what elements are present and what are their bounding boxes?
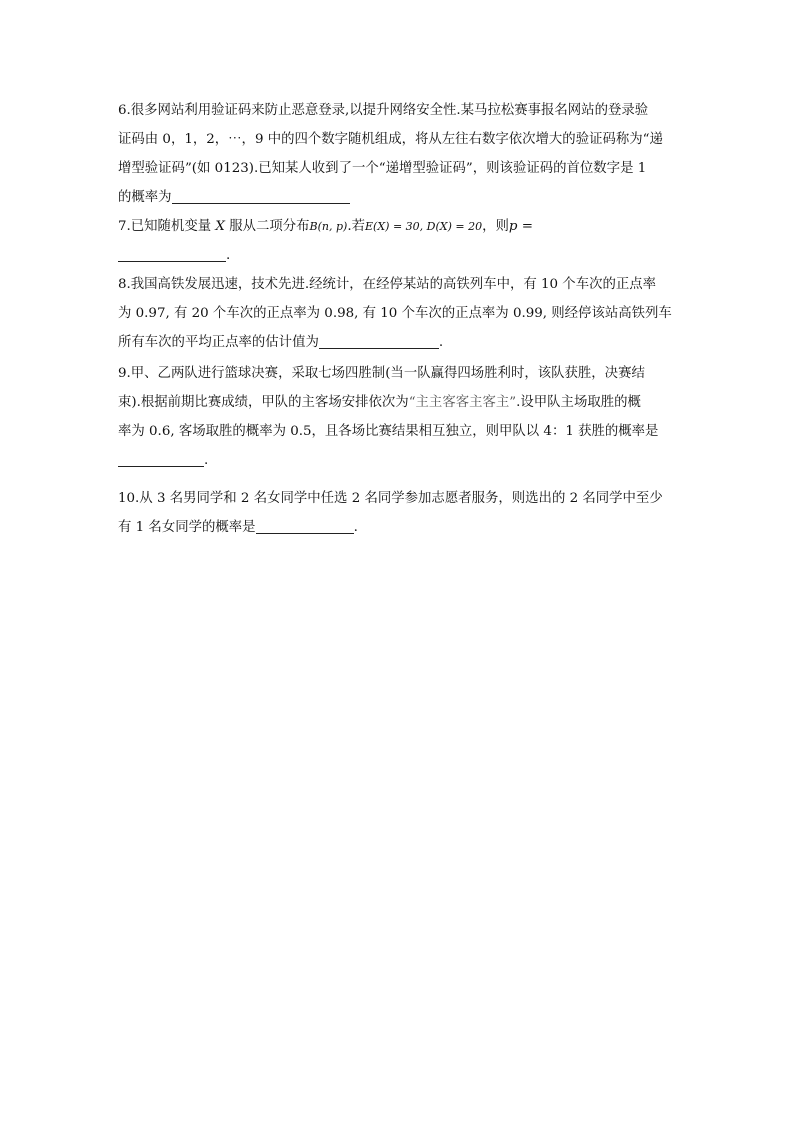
- q8-line-3: 所有车次的平均正点率的估计值为 .: [118, 328, 678, 357]
- question-8: [118, 270, 678, 357]
- q8-line-1: 8.我国高铁发展迅速，技术先进.经统计，在经停某站的高铁列车中，有 10 个车次的正点率: [118, 277, 657, 292]
- answer-blank-7[interactable]: [118, 245, 226, 262]
- answer-blank-9[interactable]: [118, 450, 204, 467]
- q10-line-1: 10.从 3 名男同学和 2 名女同学中任选 2 名同学参加志愿者服务，则选出的 2 名同学中至少: [118, 491, 663, 506]
- math-condition: E(X) = 30, D(X) = 20: [365, 220, 483, 233]
- q6-line-3: 增型验证码”(如 0123).已知某人收到了一个“递增型验证码”，则该验证码的首位数字是 1: [118, 161, 647, 176]
- answer-blank-8[interactable]: [319, 332, 439, 349]
- q7-line-1: 7.已知随机变量 X 服从二项分布B(n, p).若E(X) = 30, D(X) = 20，则p =: [118, 219, 533, 234]
- question-9: [118, 359, 678, 475]
- q8-line-2: 为 0.97, 有 20 个车次的正点率为 0.98, 有 10 个车次的正点率为 0.99, 则经停该站高铁列车: [118, 306, 672, 321]
- q9-line-3: 率为 0.6, 客场取胜的概率为 0.5，且各场比赛结果相互独立，则甲队以 4：1 获胜的概率是: [118, 424, 659, 439]
- q9-line-4: .: [118, 446, 678, 475]
- math-var-x: X: [215, 219, 225, 234]
- question-7: [118, 212, 678, 270]
- q6-line-2: 证码由 0，1，2，⋯，9 中的四个数字随机组成，将从左往右数字依次增大的验证码称为“递: [118, 132, 663, 147]
- schedule-quote: “主主客客主客主”: [408, 395, 517, 410]
- q7-line-2: .: [118, 241, 678, 270]
- q6-line-1: 6.很多网站利用验证码来防止恶意登录,以提升网络安全性.某马拉松赛事报名网站的登录验: [118, 103, 649, 118]
- question-10: [118, 484, 678, 542]
- answer-blank-6[interactable]: [172, 187, 350, 204]
- question-list: [118, 96, 678, 542]
- q9-line-2: 束).根据前期比赛成绩，甲队的主客场安排依次为“主主客客主客主”.设甲队主场取胜的概: [118, 395, 641, 410]
- q9-line-1: 9.甲、乙两队进行篮球决赛，采取七场四胜制(当一队赢得四场胜利时，该队获胜，决赛结: [118, 366, 645, 381]
- q10-line-2: 有 1 名女同学的概率是 .: [118, 513, 678, 542]
- answer-blank-10[interactable]: [256, 517, 354, 534]
- q6-line-4: 的概率为: [118, 183, 678, 212]
- question-6: [118, 96, 678, 212]
- math-var-p: p: [508, 219, 518, 234]
- math-binomial: B(n, p): [309, 220, 348, 233]
